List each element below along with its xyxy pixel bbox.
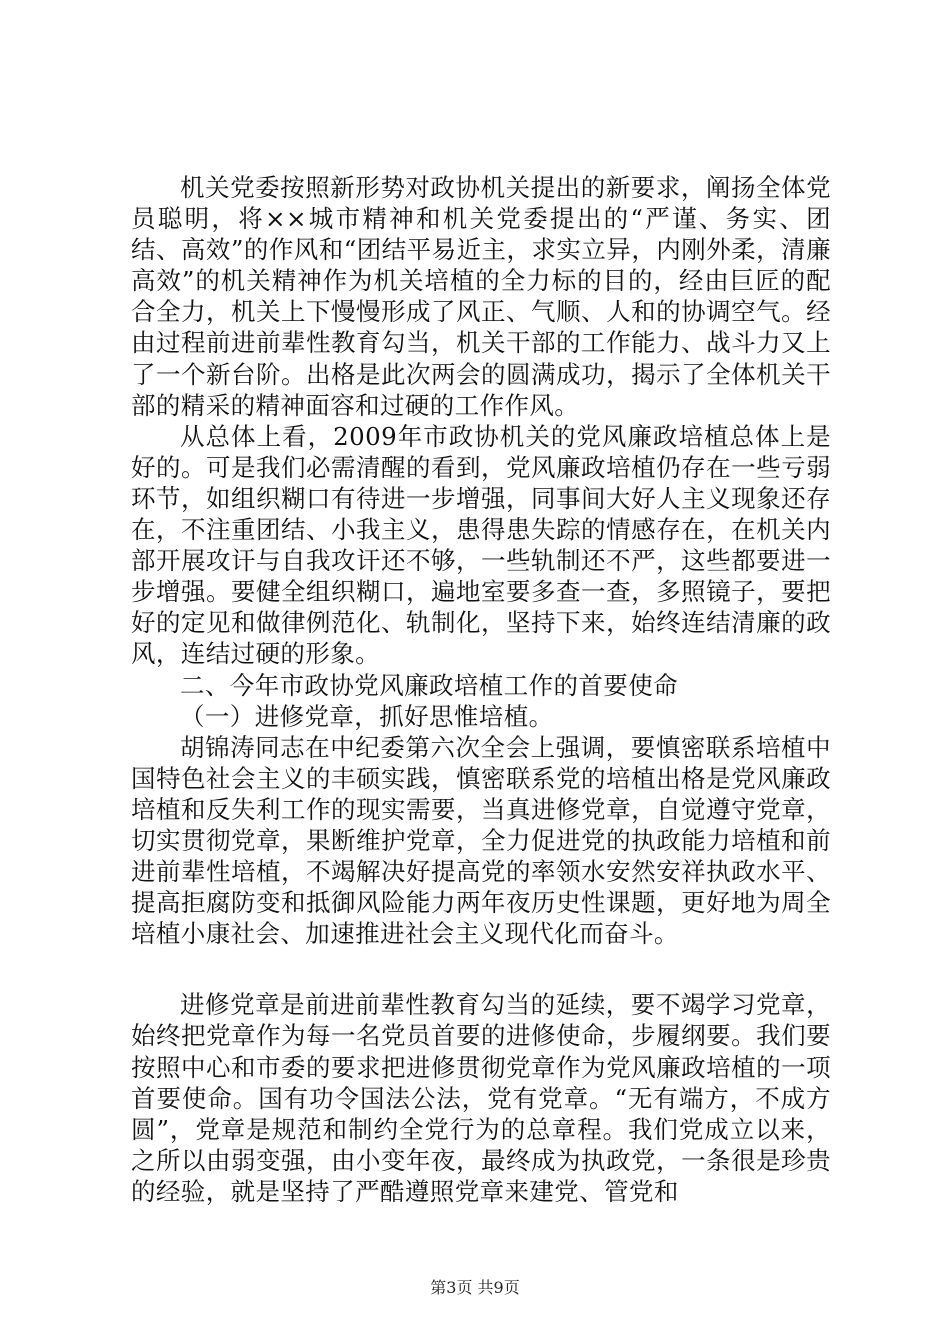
paragraph-gap: [131, 949, 831, 989]
body-paragraph-3: 胡锦涛同志在中纪委第六次全会上强调，要慎密联系培植中国特色社会主义的丰硕实践，慎密联系党的培植出格是党风廉政培植和反失利工作的现实需要，当真进修党章，自觉遵守党章，切实贯彻党章，果断维护党章，全力促进党的执政能力培植和前进前辈性培植，不竭解决好提高党的率领水安然安祥执政水平、提高拒腐防变和抵御风险能力两年夜历史性课题，更好地为周全培植小康社会、加速推进社会主义现代化而奋斗。: [131, 732, 831, 949]
body-paragraph-4: 进修党章是前进前辈性教育勾当的延续，要不竭学习党章，始终把党章作为每一名党员首要的进修使命，步履纲要。我们要按照中心和市委的要求把进修贯彻党章作为党风廉政培植的一项首要使命。国有功令国法公法，党有党章。“无有端方，不成方圆”，党章是规范和制约全党行为的总章程。我们党成立以来，之所以由弱变强，由小变年夜，最终成为执政党，一条很是珍贵的经验，就是坚持了严酷遵照党章来建党、管党和: [131, 990, 831, 1206]
subsection-heading: （一）进修党章，抓好思惟培植。: [180, 701, 554, 731]
body-paragraph-1: 机关党委按照新形势对政协机关提出的新要求，阐扬全体党员聪明，将××城市精神和机关党委提出的“严谨、务实、团结、高效”的作风和“团结平易近主，求实立异，内刚外柔，清廉高效”的机关精神作为机关培植的全力标的目的，经由巨匠的配合全力，机关上下慢慢形成了风正、气顺、人和的协调空气。经由过程前进前辈性教育勾当，机关干部的工作能力、战斗力又上了一个新台阶。出格是此次两会的圆满成功，揭示了全体机关干部的精采的精神面容和过硬的工作作风。: [131, 173, 831, 420]
page-number-footer: 第3页 共9页: [430, 1278, 520, 1297]
section-heading: 二、今年市政协党风廉政培植工作的首要使命: [180, 670, 678, 700]
body-paragraph-2: 从总体上看，2009年市政协机关的党风廉政培植总体上是好的。可是我们必需清醒的看到，党风廉政培植仍存在一些亏弱环节，如组织糊口有待进一步增强，同事间大好人主义现象还存在，不注重团结、小我主义，患得患失踪的情感存在，在机关内部开展攻讦与自我攻讦还不够，一些轨制还不严，这些都要进一步增强。要健全组织糊口，遍地室要多查一查，多照镜子，要把好的定见和做律例范化、轨制化，坚持下来，始终连结清廉的政风，连结过硬的形象。: [131, 421, 831, 669]
document-body: [131, 172, 831, 1207]
